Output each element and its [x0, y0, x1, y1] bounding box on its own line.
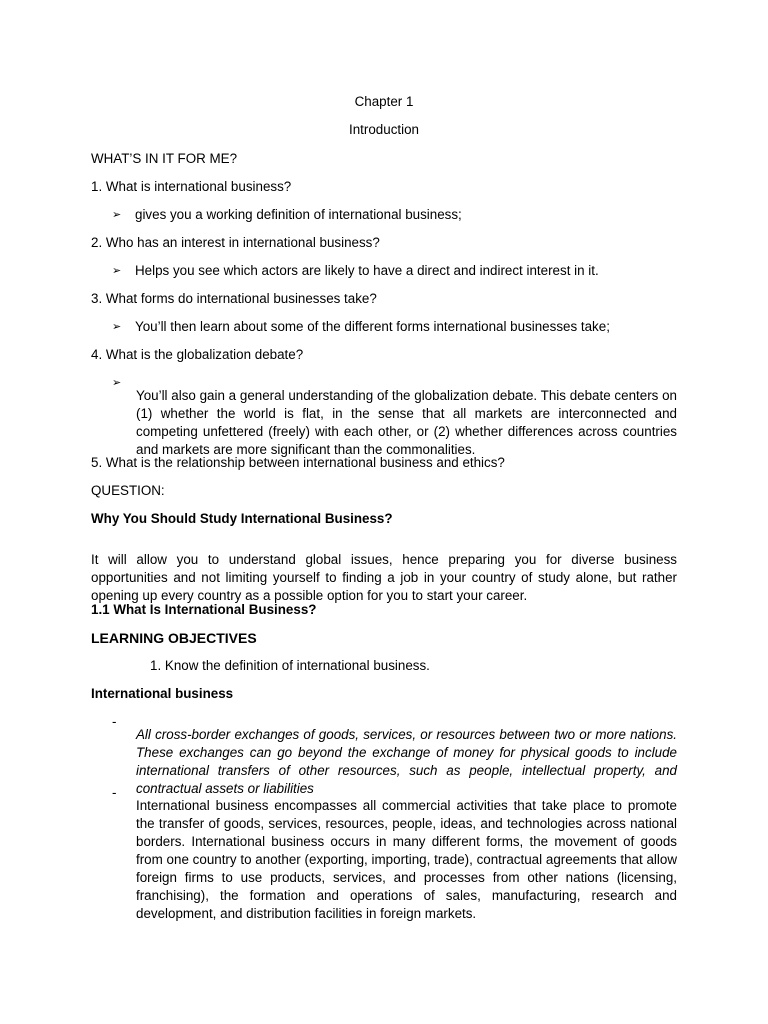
- answer-1-text: gives you a working definition of international business;: [135, 207, 462, 222]
- definition-1: All cross-border exchanges of goods, services, or resources between two or more nations. These exchanges can go beyond the exchange of money for physical goods to include international transfers of other resources, such as people, intellectual property, and contractual assets or liabilities: [136, 727, 677, 797]
- arrow-bullet-icon: ➢: [112, 321, 122, 333]
- question-2: 2. Who has an interest in international business?: [91, 235, 380, 250]
- objective-1: 1. Know the definition of international business.: [150, 658, 430, 673]
- learning-objectives-heading: LEARNING OBJECTIVES: [91, 630, 257, 646]
- answer-3-text: You’ll then learn about some of the different forms international businesses take;: [135, 319, 610, 334]
- why-heading: Why You Should Study International Business?: [91, 511, 393, 526]
- why-text: It will allow you to understand global issues, hence preparing you for diverse business opportunities and not limiting yourself to finding a job in your country of study alone, but rather opening up every country as a possible option for you to start your career.: [91, 552, 677, 604]
- chapter-label: Chapter 1: [354, 94, 414, 109]
- answer-4-text: You’ll also gain a general understanding of the globalization debate. This debate centers on (1) whether the world is flat, in the sense that all markets are interconnected and competing unfettered (freely) with each other, or (2) whether differences across countries and markets are more significant than the commonalities.: [136, 388, 677, 458]
- arrow-bullet-icon: ➢: [112, 265, 122, 277]
- answer-2-text: Helps you see which actors are likely to have a direct and indirect interest in it.: [135, 263, 599, 278]
- definition-2: International business encompasses all commercial activities that take place to promote the transfer of goods, services, resources, people, ideas, and technologies across national borders. International business occurs in many different forms, the movement of goods from one country to another (exporting, importing, trade), contractual agreements that allow foreign firms to use products, services, and processes from other nations (licensing, franchising), the formation and operations of sales, manufacturing, research and development, and distribution facilities in foreign markets.: [136, 798, 677, 922]
- question-1: 1. What is international business?: [91, 179, 292, 194]
- ib-heading: International business: [91, 686, 234, 701]
- question-3: 3. What forms do international businesses take?: [91, 291, 377, 306]
- question-label: QUESTION:: [91, 483, 165, 498]
- arrow-bullet-icon: ➢: [112, 377, 122, 389]
- question-5: 5. What is the relationship between international business and ethics?: [91, 455, 505, 470]
- question-4: 4. What is the globalization debate?: [91, 347, 304, 362]
- whats-in-it-heading: WHAT’S IN IT FOR ME?: [91, 151, 238, 166]
- dash-bullet: -: [112, 785, 117, 800]
- section-heading: 1.1 What Is International Business?: [91, 602, 317, 617]
- chapter-title: Introduction: [349, 122, 419, 137]
- dash-bullet: -: [112, 714, 117, 729]
- arrow-bullet-icon: ➢: [112, 209, 122, 221]
